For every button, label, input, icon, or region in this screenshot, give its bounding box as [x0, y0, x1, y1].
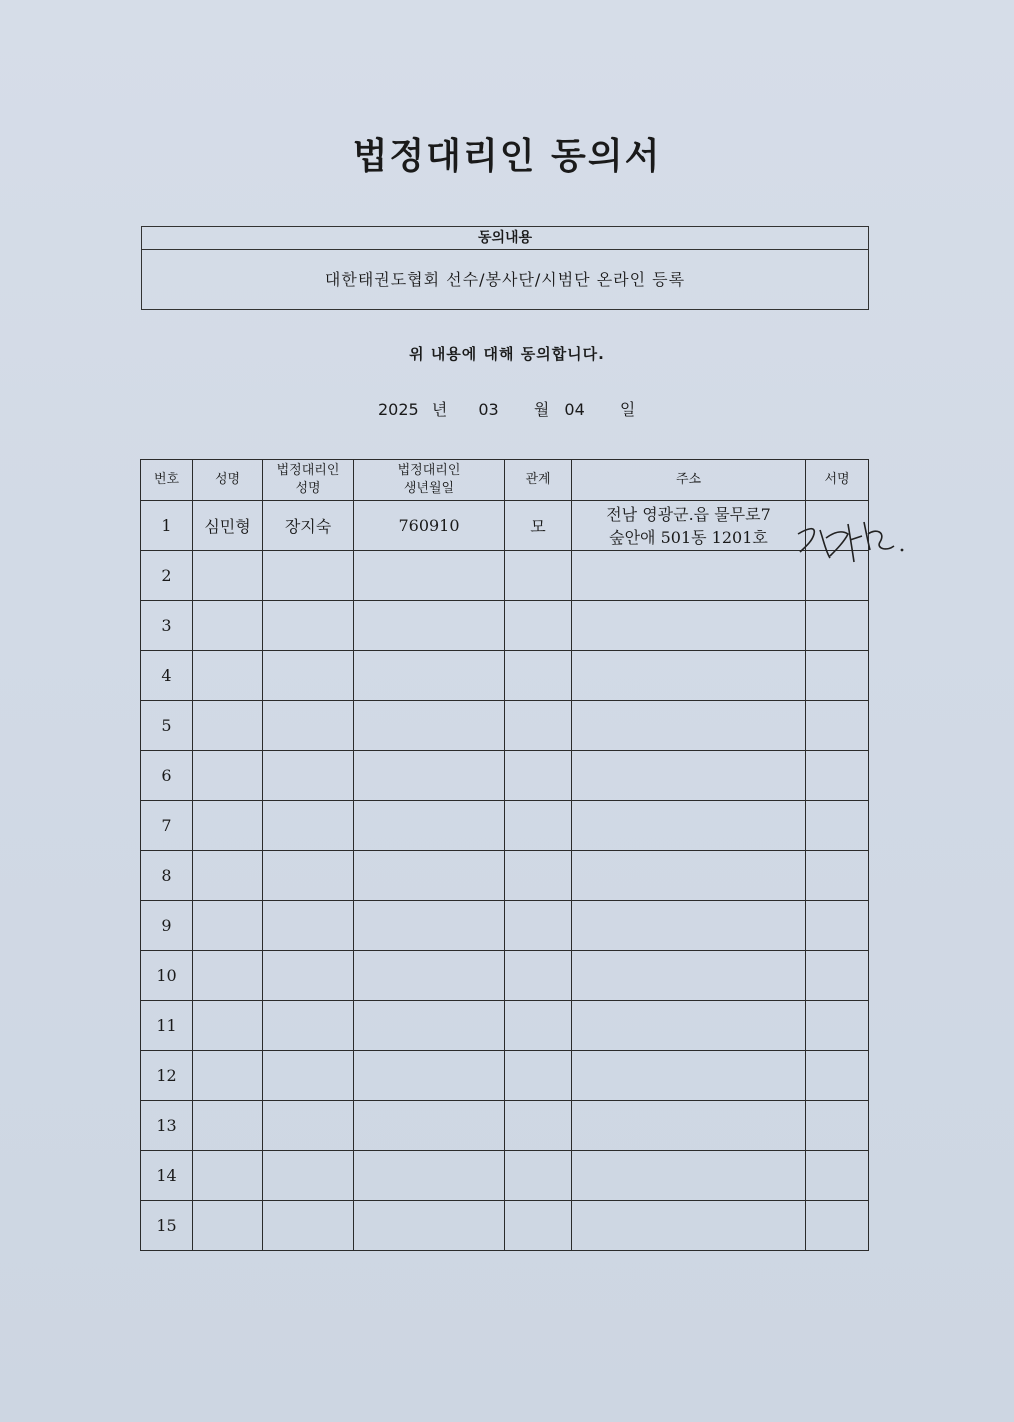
date-day-unit: 일 — [619, 400, 636, 419]
relation: 모 — [505, 501, 572, 551]
guardian-name: 장지숙 — [263, 501, 354, 551]
relation — [505, 651, 572, 701]
table-row — [141, 751, 869, 801]
row-number: 4 — [141, 651, 193, 701]
guardian-birthdate — [354, 651, 505, 701]
signature-cell — [806, 801, 869, 851]
guardian-birthdate — [354, 1201, 505, 1251]
signature-cell — [806, 1001, 869, 1051]
document-title: 법정대리인 동의서 — [352, 135, 662, 177]
student-name — [193, 1001, 263, 1051]
row-number: 9 — [141, 901, 193, 951]
signature-cell — [806, 1051, 869, 1101]
row-number: 11 — [141, 1001, 193, 1051]
signature-cell — [806, 851, 869, 901]
address — [572, 851, 806, 901]
relation — [505, 751, 572, 801]
signature-cell — [806, 751, 869, 801]
signature-cell — [806, 1151, 869, 1201]
consent-date — [378, 397, 635, 420]
row-number: 5 — [141, 701, 193, 751]
table-row — [141, 1051, 869, 1101]
relation — [505, 851, 572, 901]
student-name — [193, 1101, 263, 1151]
student-name — [193, 551, 263, 601]
table-header-row — [141, 460, 869, 501]
address — [572, 701, 806, 751]
address — [572, 951, 806, 1001]
date-month: 03 — [478, 400, 499, 419]
guardian-name — [263, 1201, 354, 1251]
relation — [505, 551, 572, 601]
student-name — [193, 601, 263, 651]
address-line: 숲안애 501동 1201호 — [609, 527, 768, 547]
address — [572, 1051, 806, 1101]
signature-cell — [806, 901, 869, 951]
header-guardian-birth-line1: 법정대리인 — [397, 463, 461, 478]
relation — [505, 951, 572, 1001]
table-row — [141, 1101, 869, 1151]
row-number: 13 — [141, 1101, 193, 1151]
signature-cell — [806, 1101, 869, 1151]
address — [572, 601, 806, 651]
relation — [505, 1001, 572, 1051]
guardian-birthdate — [354, 1001, 505, 1051]
row-number: 2 — [141, 551, 193, 601]
table-row — [141, 1151, 869, 1201]
table-row — [141, 701, 869, 751]
student-name — [193, 751, 263, 801]
date-year: 2025 — [378, 400, 419, 419]
table-row — [141, 551, 869, 601]
student-name — [193, 651, 263, 701]
guardian-birthdate — [354, 1151, 505, 1201]
row-number: 15 — [141, 1201, 193, 1251]
row-number: 14 — [141, 1151, 193, 1201]
header-relation: 관계 — [505, 460, 572, 501]
signature-cell — [806, 1201, 869, 1251]
table-row — [141, 601, 869, 651]
address — [572, 1101, 806, 1151]
address — [572, 751, 806, 801]
table-row — [141, 651, 869, 701]
date-day: 04 — [564, 400, 585, 419]
guardian-birthdate — [354, 551, 505, 601]
address — [572, 1151, 806, 1201]
student-name — [193, 1151, 263, 1201]
guardian-name — [263, 1151, 354, 1201]
guardian-birthdate — [354, 601, 505, 651]
guardian-name — [263, 601, 354, 651]
guardian-birthdate — [354, 1101, 505, 1151]
table-row — [141, 501, 869, 551]
guardian-name — [263, 651, 354, 701]
student-name — [193, 701, 263, 751]
address — [572, 1001, 806, 1051]
guardian-name — [263, 551, 354, 601]
student-name — [193, 901, 263, 951]
signature-cell — [806, 951, 869, 1001]
student-name — [193, 1201, 263, 1251]
guardian-birthdate — [354, 851, 505, 901]
relation — [505, 1151, 572, 1201]
header-guardian-name-line2: 성명 — [295, 481, 321, 496]
table-row — [141, 1001, 869, 1051]
address — [572, 901, 806, 951]
guardian-birthdate — [354, 951, 505, 1001]
header-guardian-birth-line2: 생년월일 — [403, 481, 455, 496]
relation — [505, 1101, 572, 1151]
guardian-name — [263, 851, 354, 901]
header-signature: 서명 — [806, 460, 869, 501]
relation — [505, 601, 572, 651]
guardian-birthdate: 760910 — [354, 501, 505, 551]
guardian-name — [263, 801, 354, 851]
table-row — [141, 801, 869, 851]
header-no: 번호 — [141, 460, 193, 501]
guardian-name — [263, 1001, 354, 1051]
table-body — [141, 501, 869, 1251]
header-address: 주소 — [572, 460, 806, 501]
guardian-name — [263, 901, 354, 951]
row-number: 8 — [141, 851, 193, 901]
address — [572, 501, 806, 551]
guardian-birthdate — [354, 751, 505, 801]
table-row — [141, 951, 869, 1001]
row-number: 3 — [141, 601, 193, 651]
table-row — [141, 851, 869, 901]
table-row — [141, 901, 869, 951]
student-name — [193, 951, 263, 1001]
guardian-birthdate — [354, 1051, 505, 1101]
relation — [505, 1051, 572, 1101]
relation — [505, 801, 572, 851]
student-name: 심민형 — [193, 501, 263, 551]
header-guardian-name — [263, 460, 354, 501]
consent-box — [141, 226, 869, 310]
guardian-birthdate — [354, 801, 505, 851]
relation — [505, 901, 572, 951]
address-line: 전남 영광군.읍 물무로7 — [606, 504, 771, 524]
row-number: 6 — [141, 751, 193, 801]
table-row — [141, 1201, 869, 1251]
address — [572, 801, 806, 851]
guardian-name — [263, 951, 354, 1001]
signature-cell — [806, 501, 869, 551]
address — [572, 1201, 806, 1251]
guardian-table — [140, 459, 869, 1251]
student-name — [193, 1051, 263, 1101]
header-name: 성명 — [193, 460, 263, 501]
header-guardian-name-line1: 법정대리인 — [276, 463, 340, 478]
row-number: 1 — [141, 501, 193, 551]
row-number: 10 — [141, 951, 193, 1001]
relation — [505, 701, 572, 751]
guardian-name — [263, 701, 354, 751]
agreement-statement: 위 내용에 대해 동의합니다. — [409, 345, 605, 363]
guardian-name — [263, 751, 354, 801]
signature-cell — [806, 651, 869, 701]
consent-body: 대한태권도협회 선수/봉사단/시범단 온라인 등록 — [324, 270, 686, 289]
relation — [505, 1201, 572, 1251]
signature-cell — [806, 601, 869, 651]
consent-header: 동의내용 — [142, 227, 868, 250]
date-year-unit: 년 — [431, 400, 448, 419]
student-name — [193, 801, 263, 851]
guardian-name — [263, 1051, 354, 1101]
address — [572, 651, 806, 701]
guardian-name — [263, 1101, 354, 1151]
signature-cell — [806, 701, 869, 751]
student-name — [193, 851, 263, 901]
header-guardian-birth — [354, 460, 505, 501]
guardian-birthdate — [354, 901, 505, 951]
date-month-unit: 월 — [533, 400, 550, 419]
address — [572, 551, 806, 601]
guardian-birthdate — [354, 701, 505, 751]
handwritten-signature — [790, 512, 930, 572]
row-number: 12 — [141, 1051, 193, 1101]
row-number: 7 — [141, 801, 193, 851]
